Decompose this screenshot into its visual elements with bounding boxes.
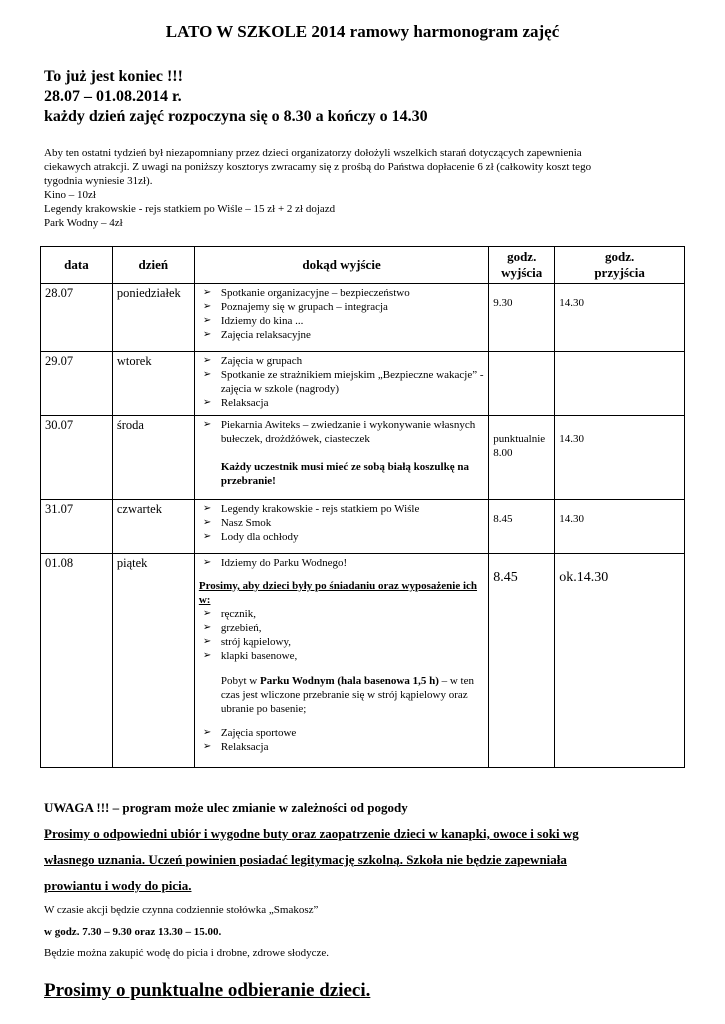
row-departure: 8.45 [489, 500, 555, 554]
row-return: 14.30 [555, 284, 685, 352]
row-activities [194, 352, 488, 416]
canteen-products: Będzie można zakupić wodę do picia i drobne, zdrowe słodycze. [44, 947, 329, 959]
row-activities [194, 554, 488, 768]
list-item: ➢ Nasz Smok [199, 516, 484, 530]
table-row [41, 500, 685, 554]
schedule-table [40, 246, 685, 768]
list-item: ➢ grzebień, [199, 621, 484, 635]
request-line-1: Prosimy o odpowiedni ubiór i wygodne buty oraz zaopatrzenie dzieci w kanapki, owoce i soki wg [44, 826, 579, 841]
row-departure: punktualnie 8.00 [489, 416, 555, 500]
row-date: 28.07 [41, 284, 113, 352]
col-header-departure: godz. wyjścia [489, 247, 555, 284]
list-item: ➢ Relaksacja [199, 740, 484, 754]
list-item: ➢ Legendy krakowskie - rejs statkiem po Wiśle [199, 502, 484, 516]
row-day: piątek [112, 554, 194, 768]
list-item: ➢ Relaksacja [199, 396, 484, 410]
row-activities [194, 284, 488, 352]
row-activities [194, 416, 488, 500]
table-row [41, 416, 685, 500]
row-date: 01.08 [41, 554, 113, 768]
col-header-return: godz. przyjścia [555, 247, 685, 284]
intro-line-2: ciekawych atrakcji. Z uwagi na poniższy kosztorys zwracamy się z prośbą do Państwa dopłacenie 6 zł (całkowity koszt tego [44, 161, 592, 173]
row-departure [489, 352, 555, 416]
row-date: 29.07 [41, 352, 113, 416]
row-departure: 9.30 [489, 284, 555, 352]
row-day: czwartek [112, 500, 194, 554]
table-row [41, 554, 685, 768]
headline-end: To już jest koniec !!! [44, 68, 183, 85]
row-day: wtorek [112, 352, 194, 416]
row-return: ok.14.30 [555, 554, 685, 768]
list-item: ➢ Poznajemy się w grupach – integracja [199, 300, 484, 314]
list-item: ➢ klapki basenowe, [199, 649, 484, 663]
table-header-row [41, 247, 685, 284]
list-item: ➢ Zajęcia w grupach [199, 354, 484, 368]
list-item: ➢ Zajęcia sportowe [199, 726, 484, 740]
row-return: 14.30 [555, 416, 685, 500]
canteen-hours: w godz. 7.30 – 9.30 oraz 13.30 – 15.00. [44, 926, 222, 938]
pickup-notice: Prosimy o punktualne odbieranie dzieci. [44, 980, 371, 1001]
request-line-2: własnego uznania. Uczeń powinien posiadać legitymację szkolną. Szkoła nie będzie zapewniała [44, 852, 567, 867]
shirt-note: Każdy uczestnik musi mieć ze sobą białą koszulkę na przebranie! [220, 461, 469, 487]
row-departure: 8.45 [489, 554, 555, 768]
list-item: ➢ Spotkanie ze strażnikiem miejskim „Bezpieczne wakacje” - zajęcia w szkole (nagrody) [199, 368, 484, 396]
row-return [555, 352, 685, 416]
canteen-info: W czasie akcji będzie czynna codziennie stołówka „Smakosz” [44, 904, 319, 916]
list-item: ➢ Idziemy do kina ... [199, 314, 484, 328]
list-item: ➢ Lody dla ochłody [199, 530, 484, 544]
list-item: ➢ Spotkanie organizacyjne – bezpieczeństwo [199, 286, 484, 300]
equipment-request: Prosimy, aby dzieci były po śniadaniu oraz wyposażenie ich w: [198, 580, 478, 606]
row-day: poniedziałek [112, 284, 194, 352]
list-item: ➢ Idziemy do Parku Wodnego! [199, 556, 484, 570]
list-item: ➢ Zajęcia relaksacyjne [199, 328, 484, 342]
headline-dates: 28.07 – 01.08.2014 r. [44, 88, 182, 105]
list-item: ➢ strój kąpielowy, [199, 635, 484, 649]
list-item: ➢ ręcznik, [199, 607, 484, 621]
page-title: LATO W SZKOLE 2014 ramowy harmonogram zajęć [165, 22, 560, 41]
list-item: ➢ Piekarnia Awiteks – zwiedzanie i wykonywanie własnych bułeczek, drożdżówek, ciasteczek [199, 418, 484, 446]
weather-warning: UWAGA !!! – program może ulec zmianie w zależności od pogody [44, 800, 408, 815]
request-line-3: prowiantu i wody do picia. [44, 878, 192, 893]
row-date: 30.07 [41, 416, 113, 500]
table-row [41, 284, 685, 352]
intro-line-1: Aby ten ostatni tydzień był niezapomniany przez dzieci organizatorzy dołożyli wszelkich starań dotyczących zapewnienia [44, 147, 582, 159]
col-header-destination: dokąd wyjście [194, 247, 488, 284]
waterpark-stay: Pobyt w Parku Wodnym (hala basenowa 1,5 h) – w ten czas jest wliczone przebranie się w strój kąpielowy oraz ubranie po basenie; [220, 675, 474, 715]
cost-cruise: Legendy krakowskie - rejs statkiem po Wiśle – 15 zł + 2 zł dojazd [44, 203, 336, 215]
row-activities [194, 500, 488, 554]
col-header-date: data [41, 247, 113, 284]
headline-hours: każdy dzień zajęć rozpoczyna się o 8.30 a kończy o 14.30 [44, 108, 428, 125]
cost-cinema: Kino – 10zł [44, 189, 96, 201]
row-date: 31.07 [41, 500, 113, 554]
cost-waterpark: Park Wodny – 4zł [44, 217, 123, 229]
intro-line-3: tygodnia wyniesie 31zł). [44, 175, 153, 187]
table-row [41, 352, 685, 416]
row-return: 14.30 [555, 500, 685, 554]
col-header-day: dzień [112, 247, 194, 284]
row-day: środa [112, 416, 194, 500]
